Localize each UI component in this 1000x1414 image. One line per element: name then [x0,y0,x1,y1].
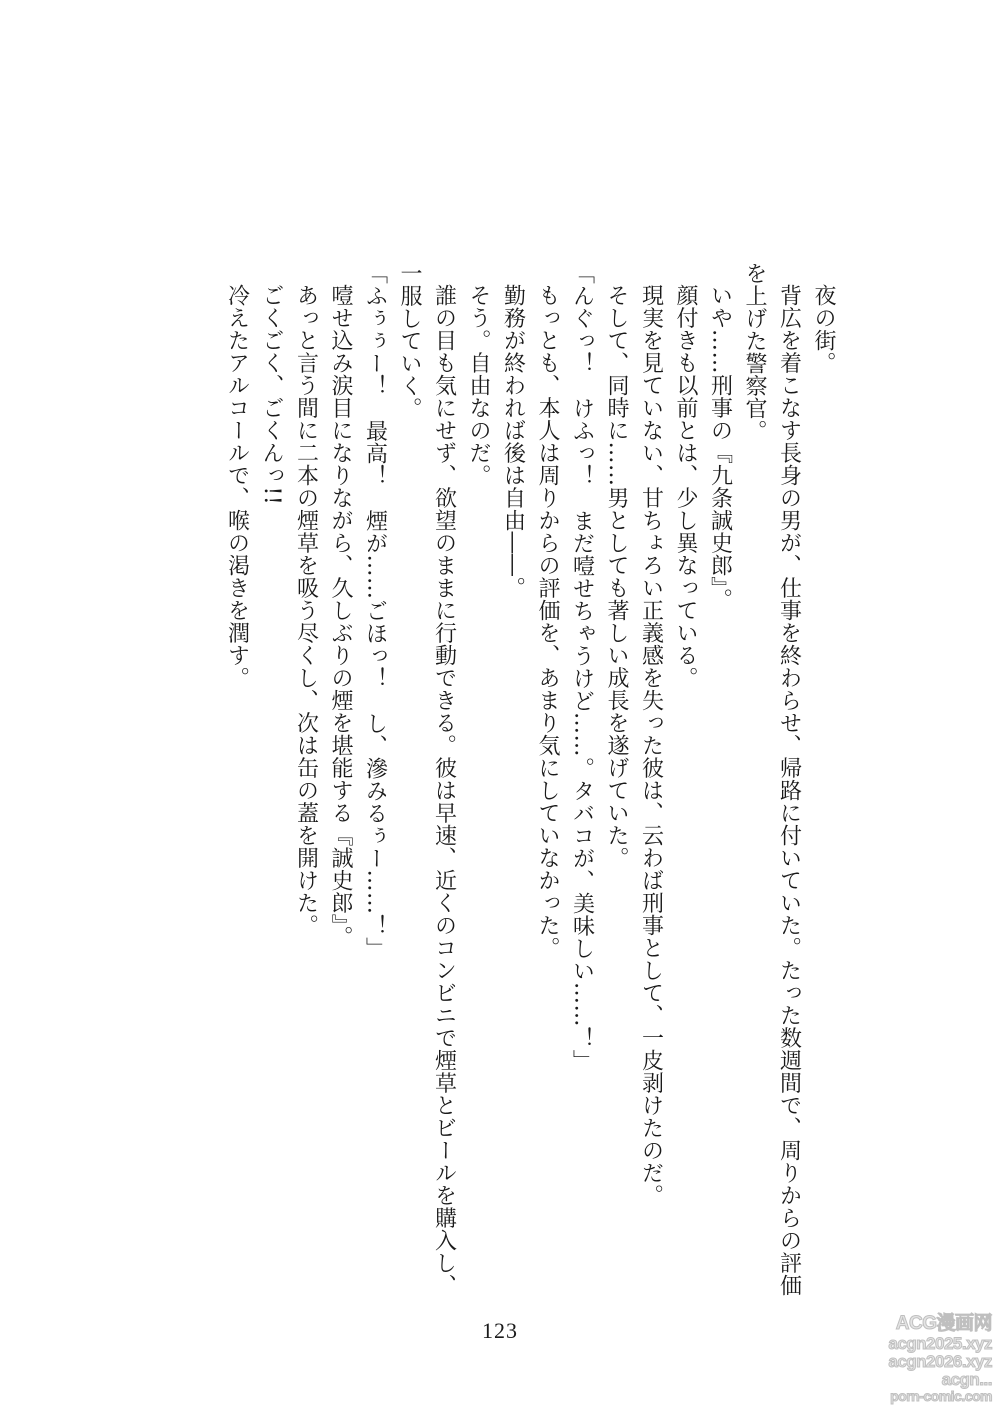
dialogue-line: 「んぐっ！ けふっ！ まだ噎せちゃうけど……。タバコが、美味しい……！」 [569,262,595,1072]
paragraph: あっと言う間に二本の煙草を吸う尽くし、次は缶の蓋を開けた。 [293,284,319,937]
watermark-stamp [862,1314,992,1404]
paragraph: 現実を見ていない、甘ちょろい正義感を失った彼は、云わば刑事として、一皮剥けたのだ。 [638,284,664,1207]
watermark-line: ACG漫画网 [895,1313,992,1334]
page-number: 123 [482,1318,518,1343]
paragraph: 勤務が終われば後は自由――。 [500,284,526,599]
watermark-line: acgn2026.xyz [888,1352,992,1371]
paragraph: 噎せ込み涙目になりながら、久しぶりの煙を堪能する『誠史郎』。 [328,284,353,948]
paragraph: 誰の目も気にせず、欲望のままに行動できる。彼は早速、近くのコンビニで煙草とビールを購入し、一服していく。 [397,262,457,1297]
paragraph: そして、同時に……男としても著しい成長を遂げていた。 [604,284,629,869]
paragraph: 冷えたアルコールで、喉の渇きを潤す。 [224,284,250,689]
watermark-line: acgn2025.xyz [888,1334,992,1353]
paragraph: いや……刑事の『九条誠史郎』。 [707,284,733,611]
dialogue-line: 「ふぅぅー！ 最高！ 煙が……ごほっ！ し、滲みるぅー……！」 [362,262,388,960]
vertical-text-body [219,262,840,1302]
watermark-line: porn-comic.com [890,1388,992,1404]
paragraph: もっとも、本人は周りからの評価を、あまり気にしていなかった。 [535,284,560,959]
paragraph: 背広を着こなす長身の男が、仕事を終わらせ、帰路に付いていた。たった数週間で、周りからの評価を上げた警察官。 [742,262,802,1297]
paragraph: そう。自由なのだ。 [466,284,491,487]
paragraph: ごくごく、ごくんっ!! [259,284,284,506]
watermark-line: acgn... [941,1370,992,1389]
paragraph: 夜の街。 [811,284,836,374]
paragraph: 顔付きも以前とは、少し異なっている。 [673,284,698,689]
